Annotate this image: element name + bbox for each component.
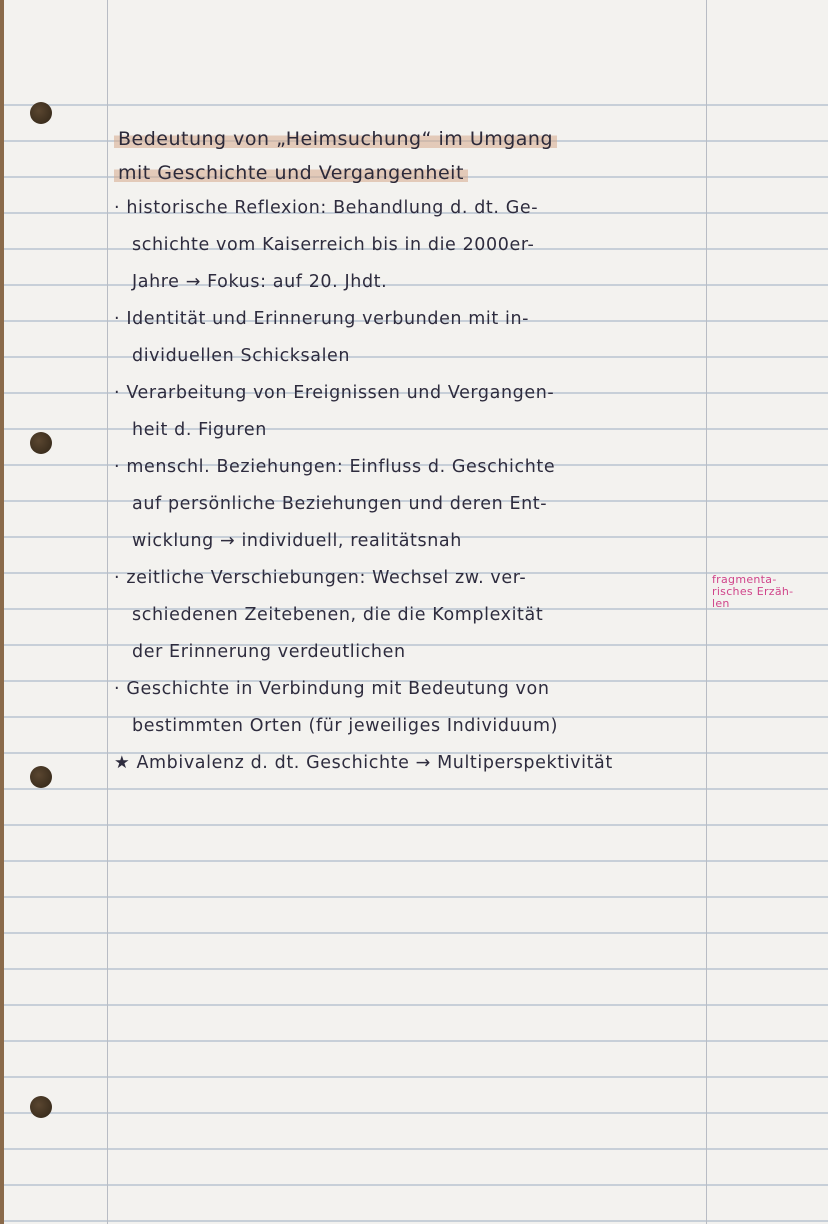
left-margin-line	[107, 0, 108, 1224]
note-line: · Geschichte in Verbindung mit Bedeutung von	[114, 679, 550, 699]
heading-line: Bedeutung von „Heimsuchung“ im Umgang	[114, 128, 557, 150]
notes-body	[114, 122, 714, 782]
punch-hole	[30, 102, 52, 124]
punch-hole	[30, 1096, 52, 1118]
note-line: schiedenen Zeitebenen, die die Komplexität	[132, 605, 544, 625]
note-line: bestimmten Orten (für jeweiliges Individuum)	[132, 716, 559, 736]
note-line: · Verarbeitung von Ereignissen und Vergangen-	[114, 383, 555, 403]
heading-line: mit Geschichte und Vergangenheit	[114, 162, 468, 184]
note-line: dividuellen Schicksalen	[132, 346, 351, 366]
note-line: ★ Ambivalenz d. dt. Geschichte → Multiperspektivität	[114, 753, 613, 773]
note-line: · historische Reflexion: Behandlung d. dt. Ge-	[114, 198, 539, 218]
heading	[114, 122, 714, 190]
note-line: · menschl. Beziehungen: Einfluss d. Geschichte	[114, 457, 556, 477]
note-line: der Erinnerung verdeutlichen	[132, 642, 406, 662]
note-line: wicklung → individuell, realitätsnah	[132, 531, 462, 551]
note-line: auf persönliche Beziehungen und deren Ent-	[132, 494, 548, 514]
punch-hole	[30, 432, 52, 454]
note-line: · Identität und Erinnerung verbunden mit in-	[114, 309, 530, 329]
margin-note-line: fragmenta-	[712, 573, 777, 586]
note-lines	[114, 190, 714, 782]
notebook-page	[4, 0, 828, 1224]
margin-note	[712, 574, 822, 610]
margin-note-line: len	[712, 597, 730, 610]
note-line: Jahre → Fokus: auf 20. Jhdt.	[132, 272, 388, 292]
margin-note-line: risches Erzäh-	[712, 585, 794, 598]
note-line: heit d. Figuren	[132, 420, 267, 440]
note-line: schichte vom Kaiserreich bis in die 2000er-	[132, 235, 535, 255]
note-line: · zeitliche Verschiebungen: Wechsel zw. ver-	[114, 568, 527, 588]
punch-hole	[30, 766, 52, 788]
